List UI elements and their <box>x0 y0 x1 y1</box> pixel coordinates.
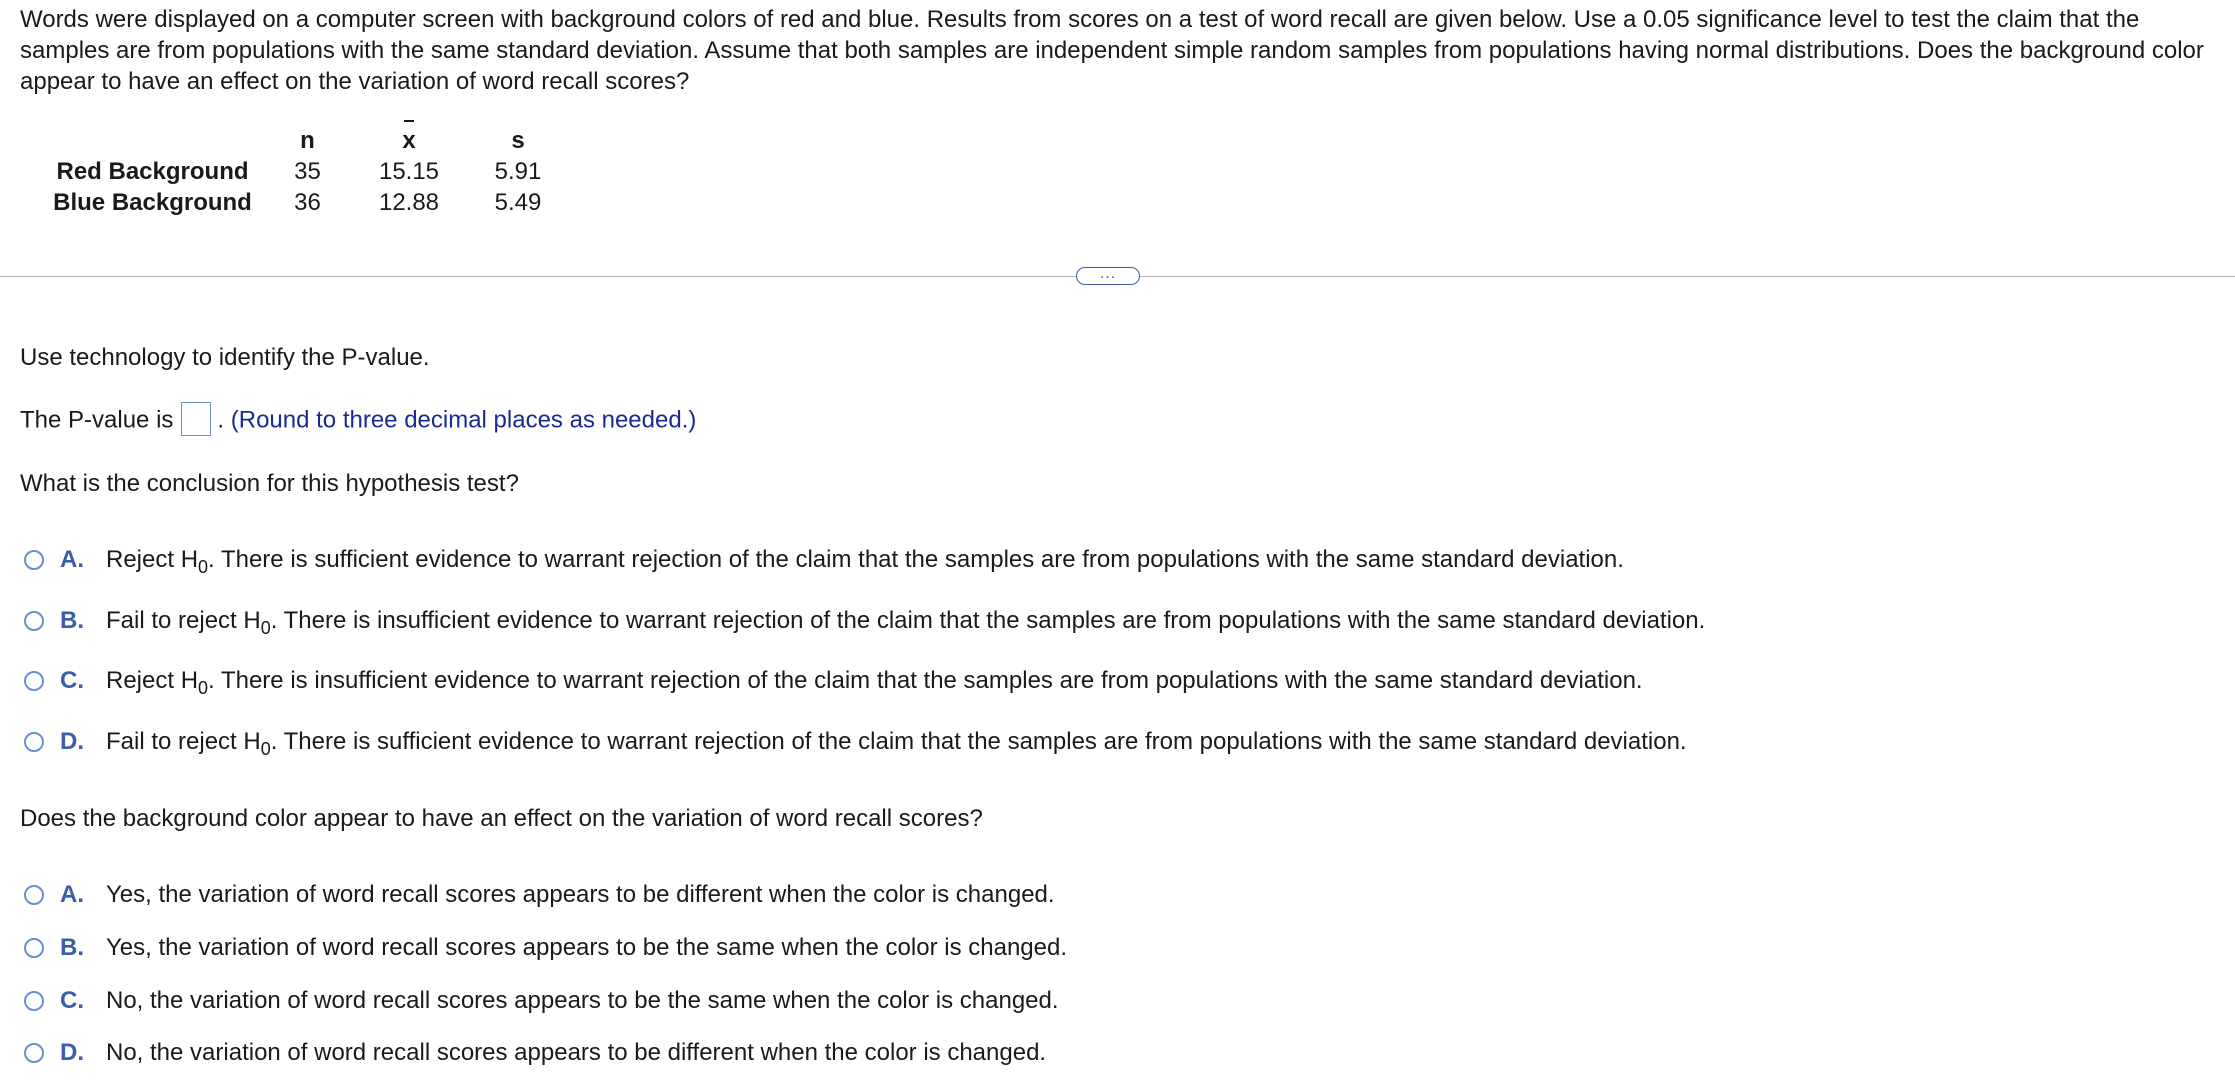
xbar-symbol: x <box>402 127 416 154</box>
cell-s-red: 5.91 <box>494 158 542 185</box>
header-xbar <box>350 125 468 156</box>
q2-text-c: No, the variation of word recall scores appears to be the same when the color is changed. <box>106 987 1059 1014</box>
stats-table <box>40 125 568 218</box>
pvalue-input[interactable] <box>181 402 211 436</box>
pvalue-suffix: . <box>217 406 225 434</box>
q2-text-d: No, the variation of word recall scores appears to be different when the color is changed. <box>106 1039 1047 1066</box>
q1-option-a[interactable] <box>24 546 1624 577</box>
stats-header-row <box>40 125 568 156</box>
question1-prompt: What is the conclusion for this hypothesis test? <box>20 470 519 497</box>
q1-option-c[interactable] <box>24 667 1643 698</box>
cell-xbar-blue: 12.88 <box>378 189 440 216</box>
q2-letter-a: A. <box>60 881 84 908</box>
q1-radio-b[interactable] <box>24 611 44 631</box>
pvalue-prefix: The P-value is <box>20 406 174 434</box>
q2-text-a: Yes, the variation of word recall scores appears to be different when the color is changed. <box>106 881 1055 908</box>
q2-radio-c[interactable] <box>24 991 44 1011</box>
q1-letter-c: C. <box>60 667 84 694</box>
pvalue-instruction: Use technology to identify the P-value. <box>20 344 430 371</box>
q1-text-a: Reject $H_0$. There is sufficient evidence to warrant rejection of the claim that the samples are from populations with the same standard deviation. <box>106 546 1624 577</box>
cell-s-blue: 5.49 <box>494 189 542 216</box>
q2-letter-d: D. <box>60 1039 84 1066</box>
header-n: n <box>300 127 315 154</box>
q2-option-b[interactable] <box>24 934 1067 962</box>
q1-radio-c[interactable] <box>24 671 44 691</box>
q1-option-d[interactable] <box>24 728 1687 759</box>
cell-xbar-red: 15.15 <box>378 158 440 185</box>
q1-option-b[interactable] <box>24 607 1706 638</box>
q2-text-b: Yes, the variation of word recall scores appears to be the same when the color is changed. <box>106 934 1067 961</box>
pvalue-line <box>20 404 696 438</box>
q2-radio-a[interactable] <box>24 885 44 905</box>
q1-text-b: Fail to reject $H_0$. There is insufficient evidence to warrant rejection of the claim that the samples are from populations with the same standard deviation. <box>106 607 1706 638</box>
header-s: s <box>511 127 525 154</box>
problem-statement: Words were displayed on a computer screen with background colors of red and blue. Results from scores on a test of word recall are given below. Use a 0.05 significance level to test the claim that the samples are from populations with the same standard deviation. Assume that both samples are independent simple random samples from populations having normal distributions. Does the background color appear to have an effect on the variation of word recall scores? <box>20 6 2204 95</box>
q1-text-d: Fail to reject $H_0$. There is sufficient evidence to warrant rejection of the claim that the samples are from populations with the same standard deviation. <box>106 728 1687 759</box>
q2-letter-c: C. <box>60 987 84 1014</box>
q2-option-c[interactable] <box>24 987 1059 1015</box>
pvalue-hint: (Round to three decimal places as needed.) <box>230 406 697 434</box>
header-empty <box>40 125 265 156</box>
q2-radio-b[interactable] <box>24 938 44 958</box>
q2-option-d[interactable] <box>24 1039 1046 1067</box>
stats-row-blue <box>40 187 568 218</box>
q1-radio-d[interactable] <box>24 732 44 752</box>
expand-more-button[interactable]: ... <box>1076 267 1140 285</box>
q2-option-a[interactable] <box>24 881 1055 909</box>
q1-letter-b: B. <box>60 607 84 634</box>
q2-radio-d[interactable] <box>24 1043 44 1063</box>
cell-n-blue: 36 <box>294 189 321 216</box>
q2-letter-b: B. <box>60 934 84 961</box>
q1-letter-a: A. <box>60 546 84 573</box>
row-label-blue: Blue Background <box>53 189 252 216</box>
q1-radio-a[interactable] <box>24 550 44 570</box>
question2-prompt: Does the background color appear to have an effect on the variation of word recall scores? <box>20 805 983 832</box>
q1-letter-d: D. <box>60 728 84 755</box>
row-label-red: Red Background <box>56 158 249 185</box>
cell-n-red: 35 <box>294 158 321 185</box>
stats-row-red <box>40 156 568 187</box>
q1-text-c: Reject $H_0$. There is insufficient evidence to warrant rejection of the claim that the samples are from populations with the same standard deviation. <box>106 667 1643 698</box>
